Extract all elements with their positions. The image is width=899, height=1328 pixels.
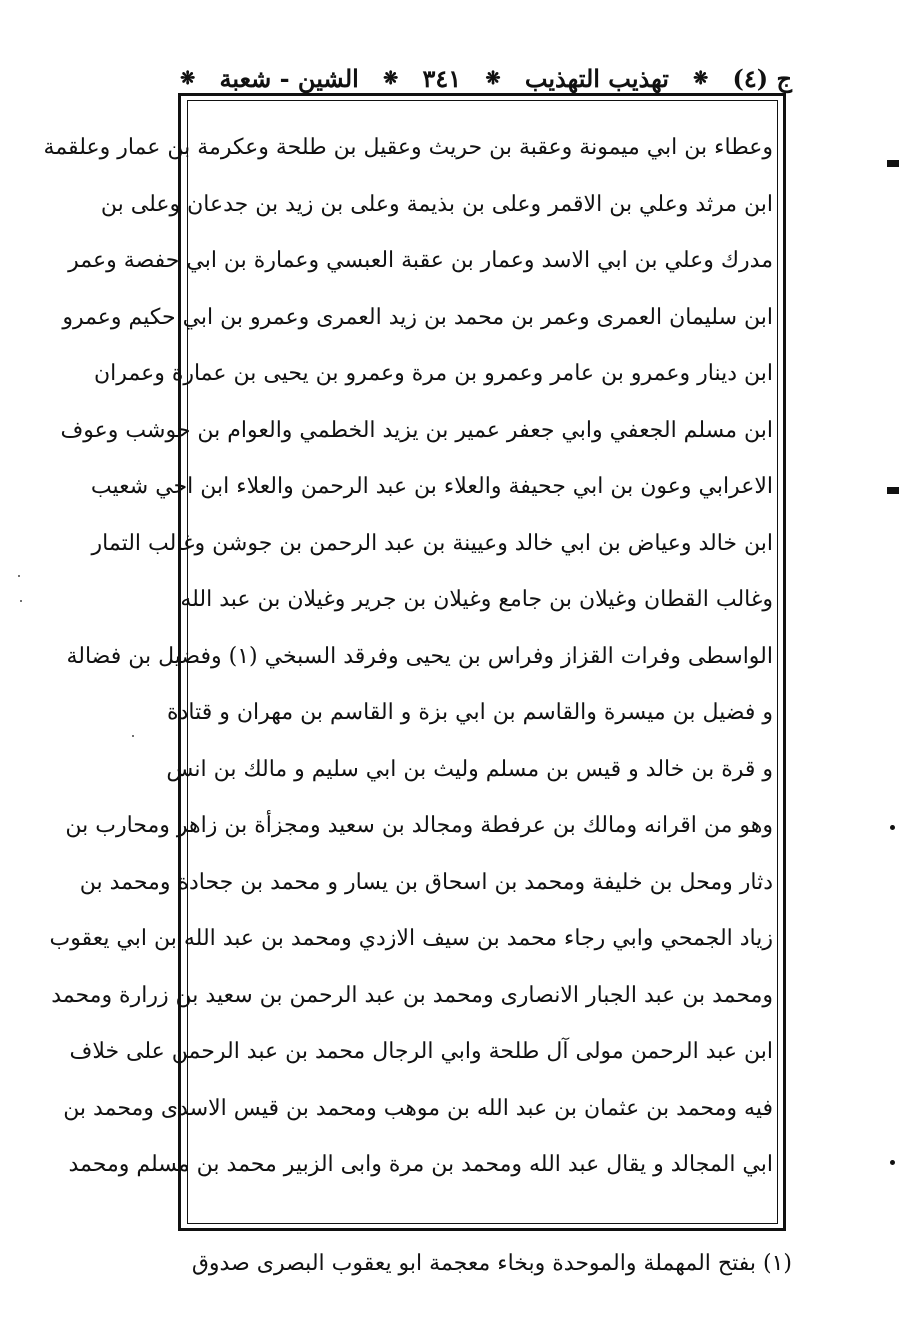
text-line: ابن دينار وعمرو بن عامر وعمرو بن مرة وعمرو بن يحيى بن عمارة وعمران xyxy=(93,361,773,386)
text-line: و فضيل بن ميسرة والقاسم بن ابي بزة و القاسم بن مهران و قتادة xyxy=(167,700,773,725)
text-line: وهو من اقرانه ومالك بن عرفطة ومجالد بن سعيد ومجزأة بن زاهر ومحارب بن xyxy=(65,813,773,838)
text-line: الاعرابي وعون بن ابي جحيفة والعلاء بن عبد الرحمن والعلاء ابن اخي شعيب xyxy=(90,474,773,499)
text-line: مدرك وعلي بن ابي الاسد وعمار بن عقبة العبسي وعمارة بن ابي حفصة وعمر xyxy=(68,248,773,273)
scan-speck xyxy=(18,575,20,577)
margin-mark xyxy=(887,487,899,494)
ornament-icon: ❋ xyxy=(180,67,196,89)
ornament-icon: ❋ xyxy=(693,67,709,89)
scan-speck xyxy=(132,735,134,737)
ornament-icon: ❋ xyxy=(485,67,501,89)
main-text-block xyxy=(43,120,773,1194)
section-title: الشين - شعبة xyxy=(219,63,359,93)
text-line: ومحمد بن عبد الجبار الانصارى ومحمد بن عبد الرحمن بن سعيد بن زرارة ومحمد xyxy=(51,982,773,1008)
text-line: وعطاء بن ابي ميمونة وعقبة بن حريث وعقيل بن طلحة وعكرمة بن عمار وعلقمة xyxy=(43,135,773,160)
scan-speck xyxy=(20,600,22,602)
text-line: فيه ومحمد بن عثمان بن عبد الله بن موهب ومحمد بن قيس الاسدى ومحمد بن xyxy=(63,1095,773,1121)
margin-mark xyxy=(890,1160,895,1165)
text-line: وغالب القطان وغيلان بن جامع وغيلان بن جرير وغيلان بن عبد الله xyxy=(180,587,773,612)
text-line: ابن عبد الرحمن مولى آل طلحة وابي الرجال محمد بن عبد الرحمن على خلاف xyxy=(69,1039,773,1064)
text-line: الواسطى وفرات القزاز وفراس بن يحيى وفرقد السبخي (١) وفضيل بن فضالة xyxy=(66,643,773,669)
text-line: ابن سليمان العمرى وعمر بن محمد بن زيد العمرى وعمرو بن ابي حكيم وعمرو xyxy=(62,304,773,330)
text-line: ابي المجالد و يقال عبد الله ومحمد بن مرة وابى الزبير محمد بن مسلم ومحمد xyxy=(68,1152,773,1177)
volume-label: ج (٤) xyxy=(732,63,792,93)
ornament-icon: ❋ xyxy=(383,67,399,89)
running-header xyxy=(180,58,792,98)
text-line: دثار ومحل بن خليفة ومحمد بن اسحاق بن يسار و محمد بن جحادة ومحمد بن xyxy=(79,869,773,895)
text-line: زياد الجمحي وابي رجاء محمد بن سيف الازدي ومحمد بن عبد الله بن ابي يعقوب xyxy=(49,926,773,951)
text-line: ابن خالد وعياض بن ابي خالد وعيينة بن عبد الرحمن بن جوشن وغالب التمار xyxy=(91,530,773,556)
page-number: ٣٤١ xyxy=(422,63,462,93)
margin-mark xyxy=(890,825,895,830)
text-line: ابن مسلم الجعفي وابي جعفر عمير بن يزيد الخطمي والعوام بن حوشب وعوف xyxy=(60,417,773,443)
footnote: (١) بفتح المهملة والموحدة وبخاء معجمة ابو يعقوب البصرى صدوق xyxy=(191,1251,792,1276)
book-title: تهذيب التهذيب xyxy=(524,63,669,93)
text-line: ابن مرثد وعلي بن الاقمر وعلى بن بذيمة وعلى بن زيد بن جدعان وعلى بن xyxy=(100,191,773,217)
margin-mark xyxy=(887,160,899,167)
text-line: و قرة بن خالد و قيس بن مسلم وليث بن ابي سليم و مالك بن انس xyxy=(166,756,773,782)
